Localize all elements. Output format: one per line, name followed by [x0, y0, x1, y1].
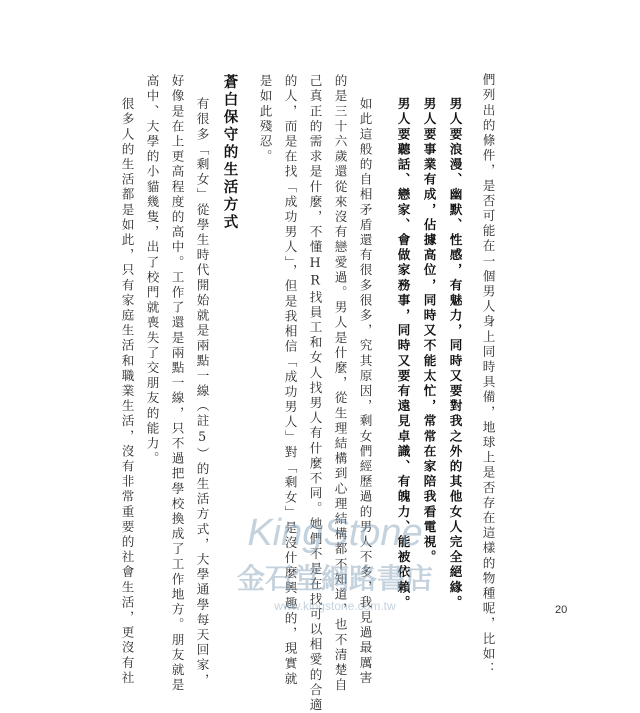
text-column: 很多人的生活都是如此，只有家庭生活和職業生活，沒有非常重要的社會生活，更沒有社: [119, 97, 135, 686]
text-column: 如此這般的自相矛盾還有很多很多，究其原因，剩女們經歷過的男人不多，我見過最厲害: [357, 97, 373, 686]
text-column: 是如此殘忍。: [257, 74, 273, 165]
watermark-url: www.kingstone.com.tw: [274, 599, 396, 613]
text-column: 好像是在上更高程度的高中。工作了還是兩點一線，只不過把學校換成了工作地方。朋友就是: [169, 74, 185, 694]
text-column: 高中、大學的小貓幾隻，出了校門就喪失了交朋友的能力。: [144, 74, 160, 467]
text-column: 己真正的需求是什麼，不懂HR找員工和女人找男人有什麼不同。她們不是在找可以相愛的合適: [307, 74, 323, 713]
text-column: 的是三十六歲還從來沒有戀愛過。男人是什麼，從生理結構到心理結構都不知道，也不清楚自: [332, 74, 348, 694]
watermark-brand-chinese: 金石堂網路書店: [236, 562, 434, 595]
kingstone-watermark: [225, 500, 445, 620]
watermark-brand-latin: KingStone: [247, 512, 423, 554]
page-number: 20: [555, 604, 568, 616]
bold-text-column: 男人要聽話、戀家、會做家務事，同時又要有遠見卓識、有魄力、能被依賴。: [395, 97, 411, 611]
section-heading: 蒼白保守的生活方式: [221, 74, 238, 232]
bold-text-column: 男人要事業有成，佔據高位，同時又不能太忙，常常在家陪我看電視。: [421, 97, 437, 566]
bold-text-column: 男人要浪漫、幽默、性感，有魅力，同時又要對我之外的其他女人完全絕緣。: [447, 97, 463, 611]
text-column: 的人，而是在找「成功男人」，但是我相信「成功男人」對「剩女」是沒什麼興趣的，現實就: [282, 74, 298, 687]
text-column: 們列出的條件，是否可能在一個男人身上同時具備，地球上是否存在這樣的物種呢，比如：: [480, 73, 496, 677]
text-column: 有很多「剩女」從學生時代開始就是兩點一線（註5）的生活方式，大學通學每天回家，: [194, 97, 210, 689]
